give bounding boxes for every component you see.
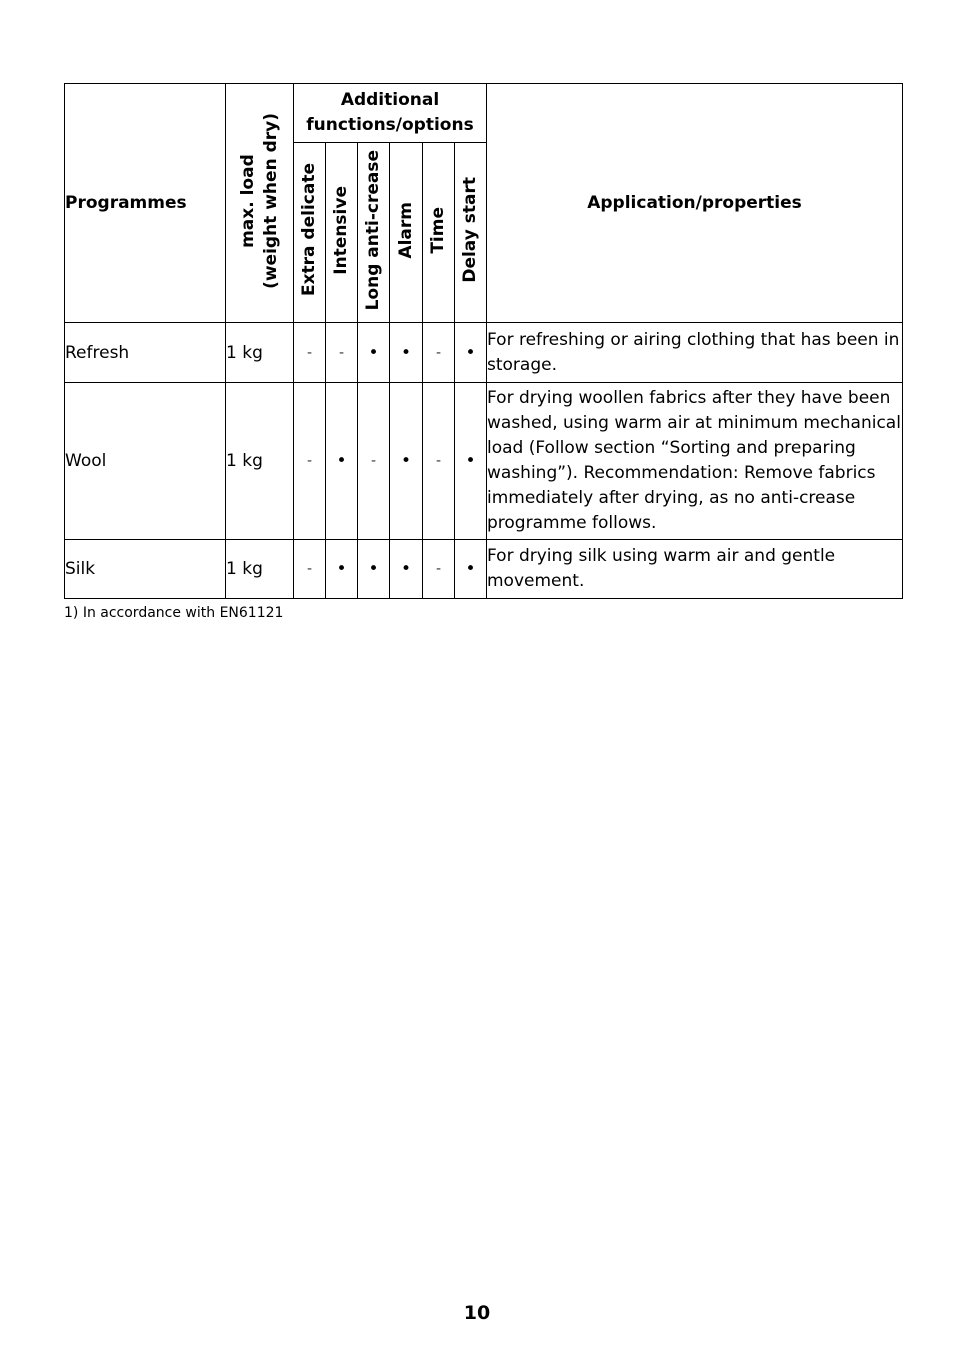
option-mark: -	[294, 540, 326, 599]
option-mark: -	[294, 383, 326, 540]
option-mark: •	[455, 323, 487, 383]
header-application: Application/properties	[487, 84, 903, 323]
option-mark: -	[326, 323, 358, 383]
programme-application: For drying silk using warm air and gentle movement.	[487, 540, 903, 599]
table-row	[65, 323, 903, 383]
option-label: Delay start	[460, 177, 480, 283]
header-option-long-anti-crease	[358, 143, 390, 323]
header-option-delay-start	[455, 143, 487, 323]
programme-name: Silk	[65, 540, 226, 599]
option-label: Extra delicate	[299, 163, 319, 297]
table-row	[65, 383, 903, 540]
header-option-intensive	[326, 143, 358, 323]
option-mark: •	[390, 323, 423, 383]
header-option-extra-delicate	[294, 143, 326, 323]
option-mark: •	[390, 383, 423, 540]
option-mark: -	[423, 540, 455, 599]
option-mark: -	[423, 323, 455, 383]
option-mark: •	[455, 383, 487, 540]
programme-load: 1 kg	[226, 540, 294, 599]
programmes-table	[64, 83, 903, 599]
option-mark: -	[358, 383, 390, 540]
programme-application: For drying woollen fabrics after they have been washed, using warm air at minimum mechanical load (Follow section “Sorting and preparing washing”). Recommendation: Remove fabrics immediately after drying, as no anti-crease programme follows.	[487, 383, 903, 540]
header-option-time	[423, 143, 455, 323]
option-mark: •	[358, 540, 390, 599]
programme-load: 1 kg	[226, 323, 294, 383]
header-max-load	[226, 84, 294, 323]
option-mark: •	[455, 540, 487, 599]
option-mark: -	[423, 383, 455, 540]
footnote: 1) In accordance with EN61121	[64, 605, 284, 621]
programme-load: 1 kg	[226, 383, 294, 540]
option-mark: •	[326, 383, 358, 540]
header-additional-functions: Additional functions/options	[294, 84, 487, 143]
header-option-alarm	[390, 143, 423, 323]
page-number: 10	[463, 1302, 491, 1324]
option-label: Intensive	[331, 185, 351, 275]
option-mark: •	[358, 323, 390, 383]
option-label: Alarm	[395, 201, 416, 259]
header-max-load-label: max. load (weight when dry)	[237, 112, 281, 289]
option-label: Time	[428, 206, 448, 254]
table-row	[65, 540, 903, 599]
option-label: Long anti-crease	[363, 149, 383, 311]
header-programmes: Programmes	[65, 84, 226, 323]
option-mark: •	[326, 540, 358, 599]
programme-name: Wool	[65, 383, 226, 540]
option-mark: •	[390, 540, 423, 599]
programme-name: Refresh	[65, 323, 226, 383]
option-mark: -	[294, 323, 326, 383]
programme-application: For refreshing or airing clothing that has been in storage.	[487, 323, 903, 383]
